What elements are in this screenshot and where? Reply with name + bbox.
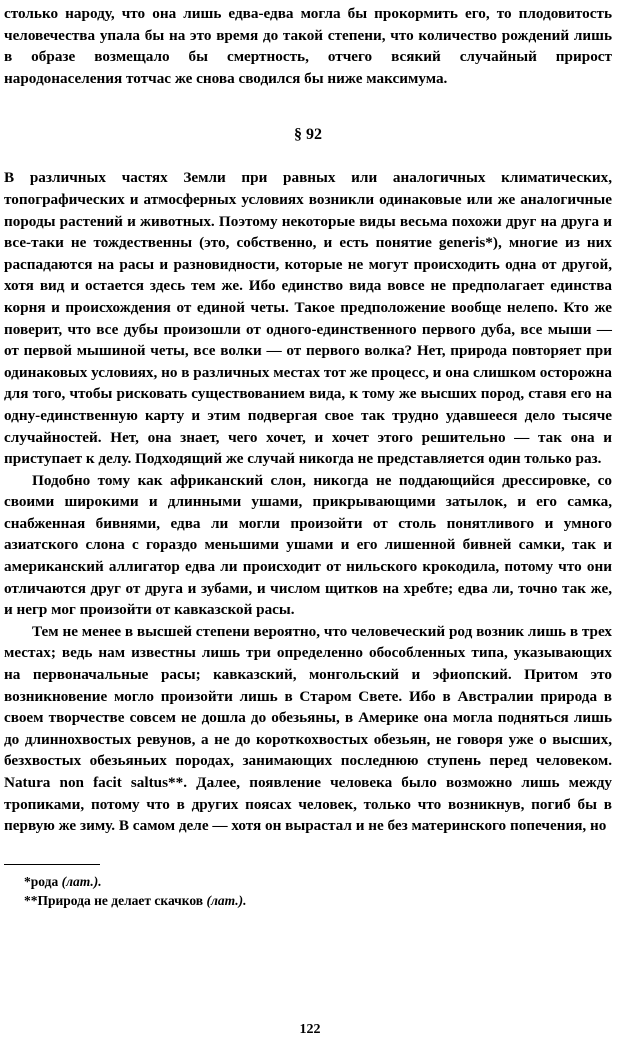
page-number: 122: [299, 1022, 321, 1037]
footnote-2: [24, 891, 612, 910]
paragraph-2: Подобно тому как африканский слон, никогда не поддающийся дрессировке, со своими широкими и длинными ушами, прикрывающими затылок, и его самка, снабженная бивнями, едва ли могли произойти от столь понятливого и умного азиатского слона с гораздо меньшими ушами и его лишенной бивней самки, так и американский аллигатор едва ли происходит от нильского крокодила, потому что они отличаются друг от друга и зубами, и числом щитков на хребте; едва ли, точно так же, и негр мог произойти от кавказской расы.: [4, 471, 612, 619]
footnote-note: (лат.).: [206, 892, 247, 908]
footnote-divider: [4, 864, 100, 865]
footnote-note: (лат.).: [61, 873, 102, 889]
section-heading: § 92: [294, 126, 322, 144]
footnote-mark: *: [24, 873, 31, 889]
footnote-1: [24, 872, 612, 891]
continuation-paragraph: столько народу, что она лишь едва-едва могла бы прокормить его, то плодовитость человечества упала бы на это время до такой степени, что количество рождений лишь в образе возмещало бы смертность, отчего всякий случайный прирост народонаселения тотчас же снова сводился бы ниже максимума.: [4, 5, 612, 87]
footnote-mark: **: [24, 892, 38, 908]
footnote-text: рода: [30, 873, 59, 889]
paragraph-1: В различных частях Земли при равных или аналогичных климатических, топографических и атмосферных условиях возникли одинаковые или же аналогичные породы растений и животных. Поэтому некоторые виды весьма похожи друг на друга и все-таки не тождественны (это, собственно, и есть понятие generis*), многие из них распадаются на расы и разновидности, которые не могут происходить одна от другой, хотя вид и остается здесь тем же. Ибо единство вида вовсе не предполагает единства корня и происхождения от единой четы. Такое предположение вообще нелепо. Кто же поверит, что все дубы произошли от одного-единственного первого дуба, все мыши — от первой мышиной четы, все волки — от первого волка? Нет, природа повторяет при одинаковых условиях, но в различных местах тот же процесс, и она слишком осторожна для того, чтобы рисковать существованием вида, к тому же высших пород, ставя его на одну-единственную карту и этим подвергая свое так трудно удавшееся дело тысяче случайностей. Нет, она знает, чего хочет, и хочет этого решительно — так она и приступает к делу. Подходящий же случай никогда не представляется один только раз.: [4, 169, 612, 468]
footnote-text: Природа не делает скачков: [37, 892, 204, 908]
paragraph-3: Тем не менее в высшей степени вероятно, что человеческий род возник лишь в трех местах; ведь нам известны лишь три определенно обособленных типа, указывающих на первоначальные расы; кавказский, монгольский и эфиопский. Притом это возникновение могло произойти лишь в Старом Свете. Ибо в Австралии природа в своем творчестве совсем не дошла до обезьяны, в Америке она могла подняться лишь до длиннохвостых ревунов, а не до короткохвостых обезьян, не говоря уже о высших, безхвостых обезьяньих породах, занимающих последнюю ступень перед человеком. Natura non facit saltus**. Далее, появление человека было возможно лишь между тропиками, потому что в других поясах человек, только что возникнув, погиб бы в первую же зиму. В самом деле — хотя он вырастал и не без материнского попечения, но: [4, 622, 612, 835]
